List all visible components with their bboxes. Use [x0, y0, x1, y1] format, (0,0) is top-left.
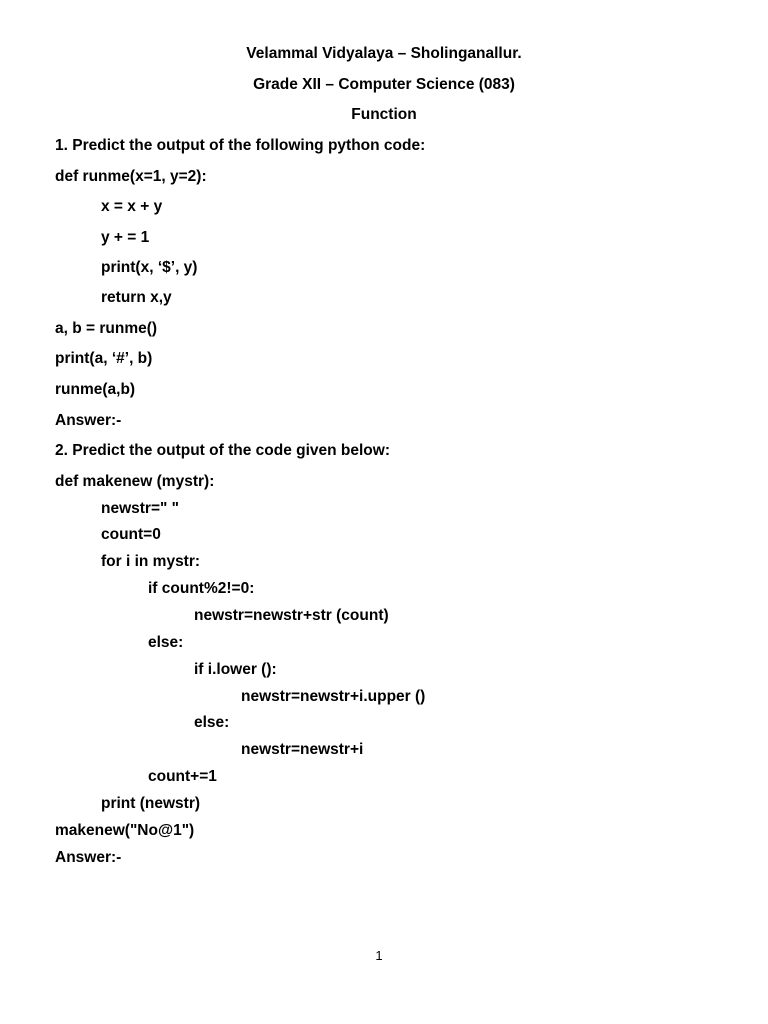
code-line: newstr=newstr+i.upper ()	[241, 688, 426, 705]
code-line: return x,y	[101, 289, 172, 306]
code-line: else:	[148, 634, 184, 651]
code-line: if count%2!=0:	[148, 580, 255, 597]
code-line: def makenew (mystr):	[55, 473, 215, 490]
question-1-prompt: 1. Predict the output of the following python code:	[55, 137, 426, 154]
code-line: def runme(x=1, y=2):	[55, 168, 207, 185]
code-line: makenew("No@1")	[55, 822, 195, 839]
code-line: print(x, ‘$’, y)	[101, 259, 198, 276]
code-line: newstr=newstr+str (count)	[194, 607, 389, 624]
code-line: if i.lower ():	[194, 661, 277, 678]
code-line: print(a, ‘#’, b)	[55, 350, 153, 367]
code-line: runme(a,b)	[55, 381, 136, 398]
topic-heading: Function	[351, 106, 417, 123]
code-line: for i in mystr:	[101, 553, 201, 570]
code-line: count+=1	[148, 768, 217, 785]
code-line: newstr=" "	[101, 500, 180, 517]
answer-label: Answer:-	[55, 849, 122, 866]
code-line: y + = 1	[101, 229, 150, 246]
page-number: 1	[375, 948, 383, 963]
school-title: Velammal Vidyalaya – Sholinganallur.	[246, 45, 522, 62]
grade-subtitle: Grade XII – Computer Science (083)	[253, 76, 515, 93]
code-line: else:	[194, 714, 230, 731]
code-line: print (newstr)	[101, 795, 201, 812]
answer-label: Answer:-	[55, 412, 122, 429]
code-line: x = x + y	[101, 198, 163, 215]
code-line: a, b = runme()	[55, 320, 158, 337]
code-line: count=0	[101, 526, 161, 543]
code-line: newstr=newstr+i	[241, 741, 364, 758]
question-2-prompt: 2. Predict the output of the code given below:	[55, 442, 390, 459]
